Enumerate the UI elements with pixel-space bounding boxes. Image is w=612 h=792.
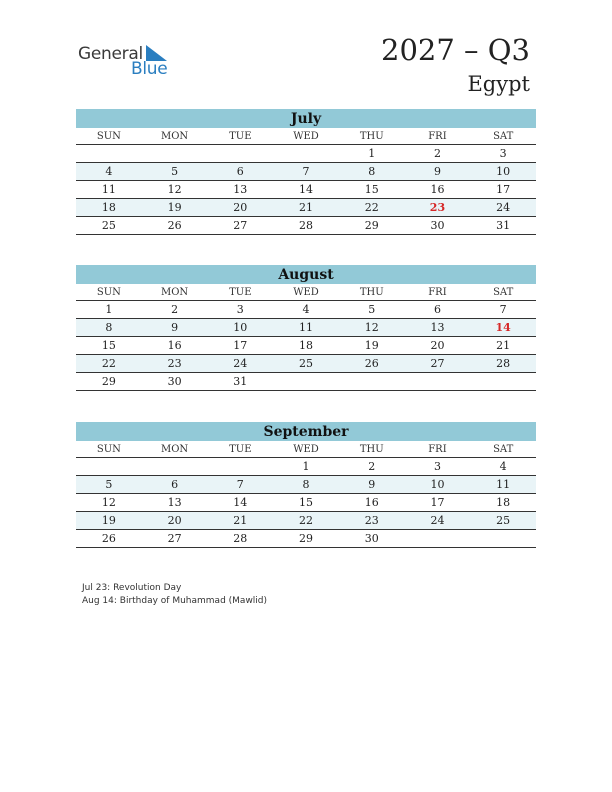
country-name: Egypt xyxy=(467,72,530,96)
day-cell: 31 xyxy=(496,219,511,232)
month-title: August xyxy=(76,265,536,284)
empty-day-cell xyxy=(405,373,471,390)
day-cell: 7 xyxy=(499,303,507,316)
day-cell: 11 xyxy=(101,183,116,196)
day-cell: 15 xyxy=(101,339,116,352)
empty-day-cell xyxy=(142,458,208,475)
week-row xyxy=(76,145,536,163)
day-cell: 21 xyxy=(299,201,314,214)
weekday-label: TUE xyxy=(229,444,252,455)
day-cell: 16 xyxy=(430,183,445,196)
day-cell: 16 xyxy=(167,339,182,352)
weekday-label: SUN xyxy=(96,287,121,298)
day-cell: 11 xyxy=(496,478,511,491)
week-row xyxy=(76,199,536,217)
weekday-label: THU xyxy=(359,287,384,298)
day-cell: 22 xyxy=(299,514,314,527)
day-cell: 2 xyxy=(368,460,376,473)
day-cell: 22 xyxy=(101,357,116,370)
day-cell: 7 xyxy=(236,478,244,491)
day-cell: 5 xyxy=(368,303,376,316)
day-cell: 8 xyxy=(368,165,376,178)
day-cell: 13 xyxy=(167,496,182,509)
day-cell: 15 xyxy=(299,496,314,509)
weekday-label: MON xyxy=(160,444,189,455)
day-cell: 30 xyxy=(364,532,379,545)
day-cell: 27 xyxy=(233,219,248,232)
week-row xyxy=(76,476,536,494)
holiday-day-cell: 14 xyxy=(495,321,511,334)
weekday-label: FRI xyxy=(428,287,447,298)
day-cell: 13 xyxy=(233,183,248,196)
week-row xyxy=(76,373,536,391)
weekday-label: SAT xyxy=(493,444,514,455)
day-cell: 12 xyxy=(101,496,116,509)
weekday-header xyxy=(76,128,536,145)
day-cell: 30 xyxy=(167,375,182,388)
day-cell: 24 xyxy=(233,357,248,370)
empty-day-cell xyxy=(470,373,536,390)
logo-word-blue: Blue xyxy=(131,59,168,79)
day-cell: 3 xyxy=(499,147,507,160)
day-cell: 20 xyxy=(233,201,248,214)
day-cell: 20 xyxy=(430,339,445,352)
day-cell: 1 xyxy=(302,460,310,473)
week-row xyxy=(76,458,536,476)
week-row xyxy=(76,217,536,235)
day-cell: 19 xyxy=(101,514,116,527)
week-row xyxy=(76,494,536,512)
day-cell: 19 xyxy=(364,339,379,352)
empty-day-cell xyxy=(273,145,339,162)
day-cell: 9 xyxy=(433,165,441,178)
day-cell: 23 xyxy=(167,357,182,370)
day-cell: 2 xyxy=(433,147,441,160)
day-cell: 22 xyxy=(364,201,379,214)
day-cell: 21 xyxy=(496,339,511,352)
day-cell: 23 xyxy=(364,514,379,527)
day-cell: 25 xyxy=(496,514,511,527)
day-cell: 27 xyxy=(430,357,445,370)
day-cell: 2 xyxy=(171,303,179,316)
day-cell: 13 xyxy=(430,321,445,334)
empty-day-cell xyxy=(76,145,142,162)
day-cell: 12 xyxy=(167,183,182,196)
day-cell: 31 xyxy=(233,375,248,388)
day-cell: 14 xyxy=(233,496,248,509)
day-cell: 3 xyxy=(433,460,441,473)
day-cell: 28 xyxy=(496,357,511,370)
day-cell: 8 xyxy=(105,321,113,334)
month-block-july xyxy=(76,109,536,235)
day-cell: 5 xyxy=(171,165,179,178)
empty-day-cell xyxy=(207,458,273,475)
day-cell: 25 xyxy=(299,357,314,370)
day-cell: 24 xyxy=(430,514,445,527)
month-block-august xyxy=(76,265,536,391)
empty-day-cell xyxy=(470,530,536,547)
day-cell: 17 xyxy=(430,496,445,509)
holiday-note: Aug 14: Birthday of Muhammad (Mawlid) xyxy=(82,596,268,606)
week-row xyxy=(76,512,536,530)
week-row xyxy=(76,181,536,199)
weekday-label: FRI xyxy=(428,131,447,142)
day-cell: 8 xyxy=(302,478,310,491)
day-cell: 7 xyxy=(302,165,310,178)
weekday-label: FRI xyxy=(428,444,447,455)
weekday-label: THU xyxy=(359,444,384,455)
day-cell: 10 xyxy=(496,165,511,178)
month-title: September xyxy=(76,422,536,441)
day-cell: 6 xyxy=(236,165,244,178)
month-block-september xyxy=(76,422,536,548)
day-cell: 17 xyxy=(496,183,511,196)
weekday-label: TUE xyxy=(229,131,252,142)
day-cell: 1 xyxy=(105,303,113,316)
day-cell: 21 xyxy=(233,514,248,527)
quarter-title: 2027 – Q3 xyxy=(381,33,530,67)
week-rows xyxy=(76,458,536,548)
day-cell: 29 xyxy=(101,375,116,388)
day-cell: 26 xyxy=(101,532,116,545)
empty-day-cell xyxy=(339,373,405,390)
weekday-label: SAT xyxy=(493,131,514,142)
day-cell: 6 xyxy=(171,478,179,491)
empty-day-cell xyxy=(142,145,208,162)
week-row xyxy=(76,319,536,337)
day-cell: 17 xyxy=(233,339,248,352)
day-cell: 10 xyxy=(233,321,248,334)
day-cell: 19 xyxy=(167,201,182,214)
week-rows xyxy=(76,301,536,391)
weekday-label: MON xyxy=(160,131,189,142)
day-cell: 28 xyxy=(299,219,314,232)
day-cell: 4 xyxy=(105,165,113,178)
weekday-label: WED xyxy=(293,444,319,455)
day-cell: 11 xyxy=(299,321,314,334)
day-cell: 14 xyxy=(299,183,314,196)
holiday-note: Jul 23: Revolution Day xyxy=(82,583,182,593)
day-cell: 5 xyxy=(105,478,113,491)
day-cell: 18 xyxy=(299,339,314,352)
day-cell: 3 xyxy=(236,303,244,316)
day-cell: 12 xyxy=(364,321,379,334)
day-cell: 15 xyxy=(364,183,379,196)
week-row xyxy=(76,355,536,373)
month-title: July xyxy=(76,109,536,128)
week-rows xyxy=(76,145,536,235)
weekday-label: SUN xyxy=(96,131,121,142)
logo-word-general: General xyxy=(78,44,143,64)
day-cell: 20 xyxy=(167,514,182,527)
holiday-notes xyxy=(82,582,267,608)
empty-day-cell xyxy=(76,458,142,475)
empty-day-cell xyxy=(405,530,471,547)
weekday-label: WED xyxy=(293,131,319,142)
day-cell: 9 xyxy=(368,478,376,491)
weekday-label: MON xyxy=(160,287,189,298)
week-row xyxy=(76,163,536,181)
week-row xyxy=(76,530,536,548)
day-cell: 16 xyxy=(364,496,379,509)
weekday-label: TUE xyxy=(229,287,252,298)
day-cell: 18 xyxy=(496,496,511,509)
empty-day-cell xyxy=(273,373,339,390)
day-cell: 6 xyxy=(433,303,441,316)
empty-day-cell xyxy=(207,145,273,162)
week-row xyxy=(76,337,536,355)
week-row xyxy=(76,301,536,319)
day-cell: 4 xyxy=(302,303,310,316)
day-cell: 30 xyxy=(430,219,445,232)
day-cell: 28 xyxy=(233,532,248,545)
weekday-header xyxy=(76,284,536,301)
day-cell: 4 xyxy=(499,460,507,473)
day-cell: 26 xyxy=(364,357,379,370)
weekday-header xyxy=(76,441,536,458)
day-cell: 1 xyxy=(368,147,376,160)
day-cell: 27 xyxy=(167,532,182,545)
day-cell: 29 xyxy=(364,219,379,232)
day-cell: 18 xyxy=(101,201,116,214)
day-cell: 25 xyxy=(101,219,116,232)
day-cell: 29 xyxy=(299,532,314,545)
weekday-label: WED xyxy=(293,287,319,298)
day-cell: 10 xyxy=(430,478,445,491)
holiday-day-cell: 23 xyxy=(429,201,446,214)
day-cell: 9 xyxy=(171,321,179,334)
weekday-label: SUN xyxy=(96,444,121,455)
day-cell: 26 xyxy=(167,219,182,232)
day-cell: 24 xyxy=(496,201,511,214)
weekday-label: THU xyxy=(359,131,384,142)
generalblue-logo xyxy=(78,44,178,80)
weekday-label: SAT xyxy=(493,287,514,298)
